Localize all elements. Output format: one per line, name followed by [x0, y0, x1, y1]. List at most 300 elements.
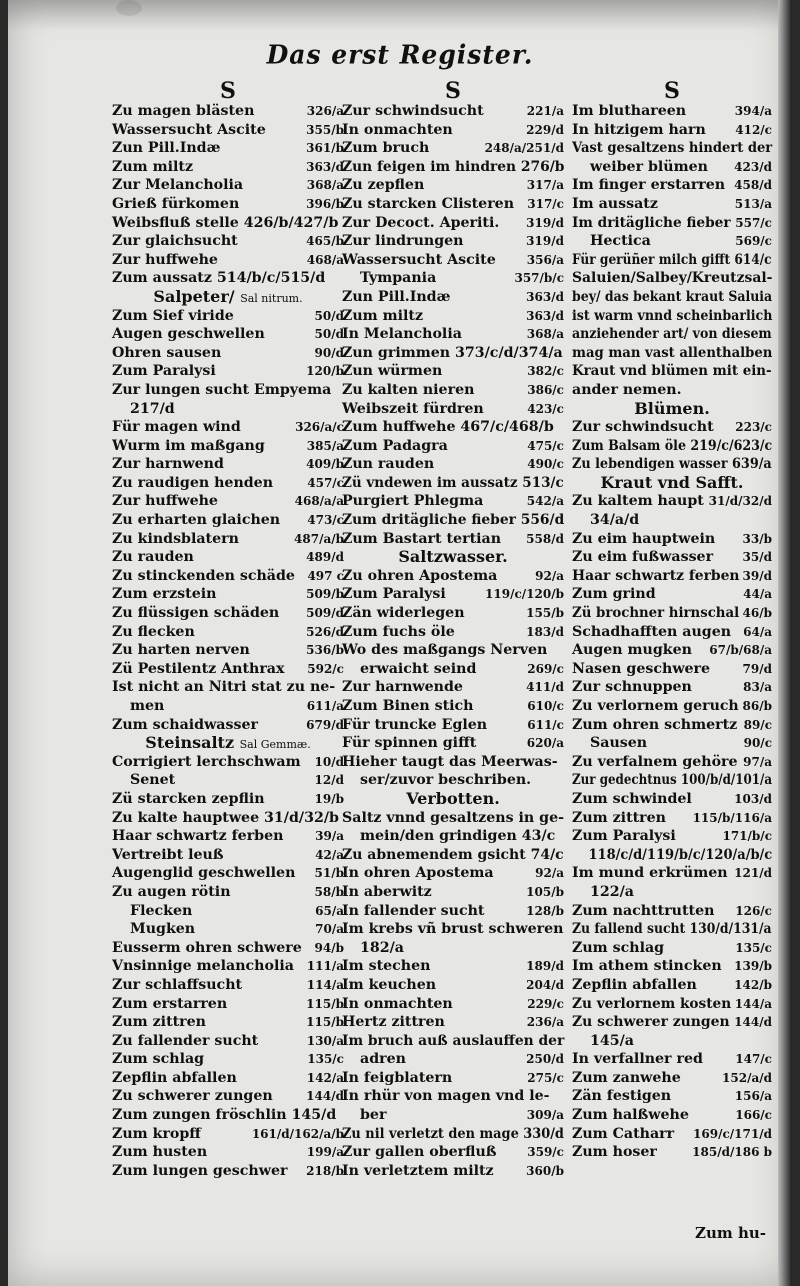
page-reference: 58/b	[314, 884, 344, 899]
section-heading	[342, 790, 564, 809]
register-entry	[112, 995, 344, 1014]
entry-list	[342, 102, 564, 1180]
entry-text: Zur harnwende	[342, 679, 463, 696]
entry-text: Zum Paralysi	[112, 363, 216, 380]
page-reference: 319/d	[526, 215, 564, 230]
entry-text: Zum Binen stich	[342, 698, 474, 714]
page-reference: 468/a	[306, 252, 344, 267]
entry-text: Zum husten	[112, 1144, 208, 1161]
register-entry	[572, 902, 772, 921]
page-reference: 42/a	[315, 847, 344, 862]
page-reference: 473/c	[307, 513, 344, 528]
page-reference: 542/a	[526, 494, 564, 509]
register-entry	[342, 418, 564, 437]
register-entry	[112, 827, 344, 846]
entry-text: Hertz zittren	[342, 1014, 445, 1031]
register-entry	[342, 232, 564, 251]
page-reference: 169/c/171/d	[693, 1126, 772, 1141]
entry-text: Zur schnuppen	[572, 679, 692, 696]
register-entry	[112, 678, 344, 697]
page-reference: 204/d	[526, 977, 564, 992]
page-reference: 130/a	[306, 1033, 344, 1048]
register-entry	[112, 641, 344, 660]
register-entry	[342, 864, 564, 883]
register-entry	[342, 846, 564, 865]
entry-text: anziehender art/ von diesem	[572, 326, 772, 343]
register-entry	[572, 307, 772, 326]
register-entry	[342, 455, 564, 474]
entry-text: 217/d	[130, 400, 175, 417]
entry-text: In onmachten	[342, 995, 453, 1012]
entry-text: Flecken	[130, 902, 193, 919]
register-entry	[342, 957, 564, 976]
column-letter: S	[445, 78, 461, 104]
register-entry	[572, 362, 772, 381]
page-reference: 86/b	[742, 699, 772, 713]
register-entry	[112, 455, 344, 474]
page-reference: 39/a	[315, 829, 344, 844]
entry-text: Zü vndewen im aussatz 513/c	[342, 474, 564, 491]
entry-text: 118/c/d/119/b/c/120/a/b/c	[588, 846, 773, 863]
entry-text: Zu flüssigen schäden	[112, 605, 280, 622]
section-heading	[572, 474, 772, 493]
entry-text: Augenglid geschwellen	[112, 865, 296, 882]
entry-text: adren	[360, 1051, 406, 1068]
register-entry	[112, 474, 344, 493]
register-entry	[342, 325, 564, 344]
register-entry	[342, 809, 564, 828]
entry-text: mag man vast allenthalben	[572, 344, 773, 361]
page-reference: 382/c	[527, 364, 564, 379]
entry-text: Zu verlornem kosten	[572, 995, 732, 1012]
page-reference: 610/c	[527, 699, 564, 713]
entry-text: Zu augen rötin	[112, 883, 231, 900]
entry-text: Im keuchen	[342, 976, 437, 993]
page-title: Das erst Register.	[266, 39, 534, 70]
entry-text: Zum zungen fröschlin 145/d	[112, 1107, 337, 1124]
entry-text: Zu eim hauptwein	[572, 530, 716, 547]
entry-text: Zu schwerer zungen	[572, 1014, 730, 1031]
entry-text: Wassersucht Ascite	[342, 251, 496, 268]
page-reference: 423/c	[527, 401, 564, 416]
entry-text: Zur schlaffsucht	[112, 976, 243, 993]
register-entry	[342, 176, 564, 195]
entry-text: Zum schwindel	[572, 790, 692, 807]
register-entry	[572, 957, 772, 976]
entry-text: Wurm im maßgang	[112, 437, 265, 454]
entry-text: In verletztem miltz	[342, 1162, 494, 1179]
register-entry	[112, 139, 344, 158]
page-reference: 221/a	[526, 104, 564, 118]
page-reference: 269/c	[527, 661, 564, 676]
register-entry	[572, 158, 772, 177]
register-entry	[572, 771, 772, 790]
register-entry	[112, 344, 344, 363]
register-entry	[342, 437, 564, 456]
entry-text: Zu fallender sucht	[112, 1032, 259, 1049]
entry-text: Zur schwindsucht	[572, 419, 714, 436]
page-reference: 357/b/c	[514, 271, 564, 286]
register-entry	[112, 511, 344, 530]
page-reference: 592/c	[307, 661, 344, 676]
entry-text: Zü Pestilentz Anthrax	[112, 660, 285, 677]
entry-text: Zu kalte hauptwee 31/d/32/b	[112, 809, 339, 826]
register-entry	[342, 883, 564, 902]
register-entry	[112, 158, 344, 177]
entry-text: Zum miltz	[112, 158, 194, 175]
entry-text: Zur Decoct. Aperiti.	[342, 214, 500, 231]
page-reference: 65/a	[315, 903, 344, 918]
page-reference: 92/a	[535, 568, 564, 583]
register-entry	[112, 623, 344, 642]
page-reference: 326/a/c	[295, 420, 344, 435]
register-entry	[342, 400, 564, 419]
register-entry	[112, 1125, 344, 1144]
heading-text: Verbotten.	[406, 788, 500, 808]
entry-text: Zum Padagra	[342, 437, 448, 454]
register-entry	[572, 511, 772, 530]
page-reference: 12/d	[314, 773, 344, 788]
page-reference: 166/c	[735, 1108, 772, 1123]
register-entry	[572, 641, 772, 660]
register-entry	[112, 1162, 344, 1181]
page-reference: 611/c	[527, 717, 564, 732]
register-entry	[112, 325, 344, 344]
register-entry	[342, 734, 564, 753]
register-entry	[112, 585, 344, 604]
register-entry	[112, 864, 344, 883]
page-reference: 33/b	[742, 531, 772, 546]
entry-text: Zu fallend sucht 130/d/131/a	[572, 921, 772, 938]
entry-text: Zur lindrungen	[342, 233, 464, 250]
entry-text: Zum schlag	[112, 1051, 205, 1068]
page-reference: 70/a	[315, 922, 344, 937]
page-reference: 361/b	[306, 141, 344, 156]
page-reference: 487/a/b	[294, 531, 344, 546]
ink-blot	[116, 0, 142, 16]
register-entry	[112, 920, 344, 939]
register-entry	[342, 641, 564, 660]
entry-text: 122/a	[590, 883, 634, 900]
register-entry	[342, 678, 564, 697]
page-reference: 317/c	[527, 196, 564, 211]
register-entry	[572, 176, 772, 195]
page-reference: 64/a	[743, 624, 772, 639]
register-entry	[572, 1143, 772, 1162]
page-reference: 152/a/d	[722, 1070, 772, 1085]
register-entry	[572, 214, 772, 233]
register-entry	[342, 623, 564, 642]
page-reference: 115/b	[306, 1015, 344, 1030]
register-entry	[112, 883, 344, 902]
register-entry	[342, 771, 564, 790]
register-entry	[342, 902, 564, 921]
page-reference: 475/c	[527, 438, 564, 453]
register-entry	[112, 362, 344, 381]
entry-text: In ohren Apostema	[342, 865, 494, 882]
entry-text: Vertreibt leuß	[112, 846, 224, 863]
entry-text: Im mund erkrümen	[572, 865, 728, 882]
page-reference: 360/b	[526, 1163, 564, 1178]
entry-text: Zum zittren	[572, 809, 666, 826]
page-reference: 120/b	[306, 364, 344, 379]
page-reference: 119/c/120/b	[485, 587, 564, 602]
page-reference: 275/c	[527, 1070, 564, 1085]
entry-text: Zun feigen im hindren 276/b	[342, 158, 565, 175]
register-entry	[572, 455, 772, 474]
page-reference: 679/d	[306, 717, 344, 732]
register-entry	[342, 697, 564, 716]
entry-text: Augen mugken	[572, 642, 692, 659]
register-entry	[112, 957, 344, 976]
register-entry	[572, 1087, 772, 1106]
entry-text: Zum erstarren	[112, 995, 228, 1012]
entry-text: Zu raudigen henden	[112, 474, 274, 491]
page-reference: 94/b	[314, 940, 344, 955]
entry-text: Zu verfalnem gehöre	[572, 753, 738, 770]
page-reference: 248/a/251/d	[484, 141, 564, 156]
page-reference: 359/c	[527, 1145, 564, 1160]
entry-text: Zur schwindsucht	[342, 103, 484, 119]
entry-text: Zum miltz	[342, 307, 424, 324]
entry-list	[572, 102, 772, 1162]
register-entry	[112, 251, 344, 270]
register-entry	[112, 381, 344, 400]
register-entry	[572, 827, 772, 846]
entry-text: Ohren sausen	[112, 344, 222, 361]
register-entry	[112, 1069, 344, 1088]
register-entry	[112, 604, 344, 623]
entry-text: Im athem stincken	[572, 958, 722, 975]
register-entry	[342, 214, 564, 233]
entry-text: Zur lungen sucht Empyema	[112, 381, 332, 398]
page-reference: 142/a	[306, 1070, 344, 1085]
page-reference: 50/d	[314, 327, 344, 342]
register-entry	[342, 139, 564, 158]
page-reference: 79/d	[742, 661, 772, 676]
column-letter: S	[664, 78, 680, 104]
page-reference: 497 c	[307, 568, 344, 583]
page-reference: 319/d	[526, 234, 564, 249]
page-reference: 171/b/c	[722, 829, 772, 844]
register-entry	[572, 734, 772, 753]
latin-name: Sal nitrum.	[240, 291, 303, 305]
page-reference: 509/b	[306, 587, 344, 602]
entry-text: Kraut vnd blümen mit ein-	[572, 363, 772, 380]
page-reference: 83/a	[743, 680, 772, 695]
register-entry	[572, 678, 772, 697]
page-reference: 135/c	[307, 1052, 344, 1067]
register-entry	[342, 753, 564, 772]
register-entry	[112, 195, 344, 214]
entry-text: Im finger erstarren	[572, 177, 726, 194]
heading-text: Steinsaltz	[145, 733, 235, 753]
entry-text: In rhür von magen vnd le-	[342, 1088, 550, 1105]
entry-text: 182/a	[360, 939, 404, 956]
register-entry	[572, 325, 772, 344]
page-reference: 90/c	[743, 736, 772, 751]
page-reference: 458/d	[734, 178, 772, 193]
entry-text: Senet	[130, 772, 176, 789]
register-entry	[572, 1032, 772, 1051]
register-entry	[342, 827, 564, 846]
entry-text: Zu ohren Apostema	[342, 567, 498, 584]
register-entry	[112, 437, 344, 456]
entry-text: Zu nil verletzt den mage 330/d	[342, 1125, 564, 1142]
entry-text: Zum kropff	[112, 1125, 201, 1142]
entry-text: Zur glaichsucht	[112, 233, 238, 250]
entry-text: erwaicht seind	[360, 660, 477, 677]
register-entry	[572, 1125, 772, 1144]
entry-text: bey/ das bekant kraut Saluia	[572, 288, 773, 305]
entry-text: Für gerüñer milch gifft 614/c	[572, 251, 772, 268]
register-entry	[572, 809, 772, 828]
register-entry	[572, 492, 772, 511]
page-reference: 363/d	[526, 289, 564, 304]
register-entry	[112, 214, 344, 233]
page-reference: 229/d	[526, 122, 564, 137]
register-entry	[572, 939, 772, 958]
register-entry	[342, 995, 564, 1014]
page-reference: 156/a	[734, 1089, 772, 1104]
register-entry	[112, 1050, 344, 1069]
page-reference: 218/b	[306, 1163, 344, 1178]
entry-text: 34/a/d	[590, 512, 640, 529]
page-reference: 326/a	[306, 104, 344, 118]
register-entry	[112, 102, 344, 121]
page-reference: 44/a	[743, 587, 772, 602]
register-entry	[342, 251, 564, 270]
entry-text: Zän widerlegen	[342, 605, 465, 622]
page-reference: 423/d	[734, 159, 772, 174]
page-reference: 536/b	[306, 643, 344, 658]
entry-text: Zum Bastart tertian	[342, 530, 502, 547]
register-entry	[112, 548, 344, 567]
register-entry	[342, 102, 564, 121]
entry-text: Nasen geschwere	[572, 660, 711, 677]
entry-text: Zum Paralysi	[572, 828, 676, 845]
page-reference: 114/a	[306, 977, 344, 992]
register-entry	[572, 1050, 772, 1069]
entry-text: Zu lebendigen wasser 639/a	[572, 456, 772, 473]
register-entry	[112, 902, 344, 921]
column-letter: S	[220, 78, 236, 104]
entry-text: Grieß fürkomen	[112, 195, 240, 212]
register-entry	[572, 753, 772, 772]
register-column-3	[572, 80, 772, 1162]
register-entry	[572, 195, 772, 214]
entry-text: Zu erharten glaichen	[112, 512, 281, 529]
page-reference: 468/a/a	[294, 494, 344, 509]
register-entry	[112, 790, 344, 809]
register-entry	[342, 307, 564, 326]
entry-text: Zepflin abfallen	[112, 1069, 237, 1086]
page-reference: 67/b/68/a	[709, 643, 772, 658]
entry-text: Zü starcken zepflin	[112, 790, 265, 807]
page-reference: 189/d	[526, 959, 564, 974]
entry-text: Im bluthareen	[572, 103, 687, 119]
register-entry	[112, 753, 344, 772]
page-reference: 199/a	[306, 1145, 344, 1160]
register-entry	[342, 362, 564, 381]
page-reference: 128/b	[526, 903, 564, 918]
section-heading	[112, 734, 344, 753]
register-entry	[342, 269, 564, 288]
entry-text: Hectica	[590, 233, 651, 250]
page-reference: 144/d	[306, 1089, 344, 1104]
register-entry	[342, 1143, 564, 1162]
entry-text: Ist nicht an Nitri stat zu ne-	[112, 679, 336, 696]
entry-text: Im krebs vñ brust schweren	[342, 921, 564, 938]
register-entry	[342, 1050, 564, 1069]
register-entry	[572, 864, 772, 883]
register-entry	[112, 809, 344, 828]
register-entry	[112, 1013, 344, 1032]
register-entry	[342, 585, 564, 604]
entry-text: In hitzigem harn	[572, 121, 706, 138]
register-entry	[342, 288, 564, 307]
page-reference: 135/c	[735, 940, 772, 955]
register-entry	[342, 604, 564, 623]
entry-text: Für truncke Eglen	[342, 716, 488, 733]
entry-text: Zum zanwehe	[572, 1069, 681, 1086]
heading-text: Saltzwasser.	[398, 547, 508, 567]
page-reference: 126/c	[735, 903, 772, 918]
entry-text: Zum aussatz 514/b/c/515/d	[112, 270, 326, 287]
entry-text: Zu magen blästen	[112, 103, 255, 119]
register-entry	[112, 232, 344, 251]
register-entry	[572, 269, 772, 288]
entry-text: Vast gesaltzens hindert der	[572, 140, 773, 157]
page-reference: 97/a	[743, 754, 772, 769]
entry-text: Zän festigen	[572, 1088, 672, 1105]
entry-text: Zu flecken	[112, 623, 195, 640]
entry-text: Zun würmen	[342, 363, 443, 380]
entry-text: Im dritägliche fieber	[572, 214, 731, 231]
page-reference: 139/b	[734, 959, 772, 974]
entry-list	[112, 102, 344, 1180]
entry-text: ist warm vnnd scheinbarlich	[572, 307, 773, 324]
entry-text: Zur huffwehe	[112, 493, 218, 510]
register-entry	[572, 344, 772, 363]
register-entry	[112, 716, 344, 735]
register-entry	[112, 846, 344, 865]
entry-text: ber	[360, 1107, 387, 1124]
register-entry	[342, 660, 564, 679]
register-entry	[572, 1069, 772, 1088]
register-entry	[342, 939, 564, 958]
register-entry	[342, 492, 564, 511]
entry-text: Saltz vnnd gesaltzens in ge-	[342, 809, 564, 826]
register-entry	[112, 307, 344, 326]
entry-text: Zu eim fußwasser	[572, 549, 714, 566]
entry-text: Weibszeit fürdren	[342, 400, 484, 417]
register-entry	[342, 1013, 564, 1032]
entry-text: Zu rauden	[112, 549, 194, 566]
register-entry	[112, 1106, 344, 1125]
page-reference: 39/d	[742, 568, 772, 583]
heading-text: Blümen.	[634, 398, 710, 418]
register-entry	[572, 121, 772, 140]
entry-text: Zu kaltem haupt	[572, 493, 704, 510]
page-reference: 115/b	[306, 996, 344, 1011]
register-entry	[112, 1087, 344, 1106]
entry-text: Zum erzstein	[112, 586, 217, 603]
entry-text: Zum lungen geschwer	[112, 1162, 288, 1179]
page-reference: 51/b	[314, 866, 344, 881]
page-reference: 46/b	[742, 606, 772, 621]
entry-text: Im stechen	[342, 958, 431, 975]
